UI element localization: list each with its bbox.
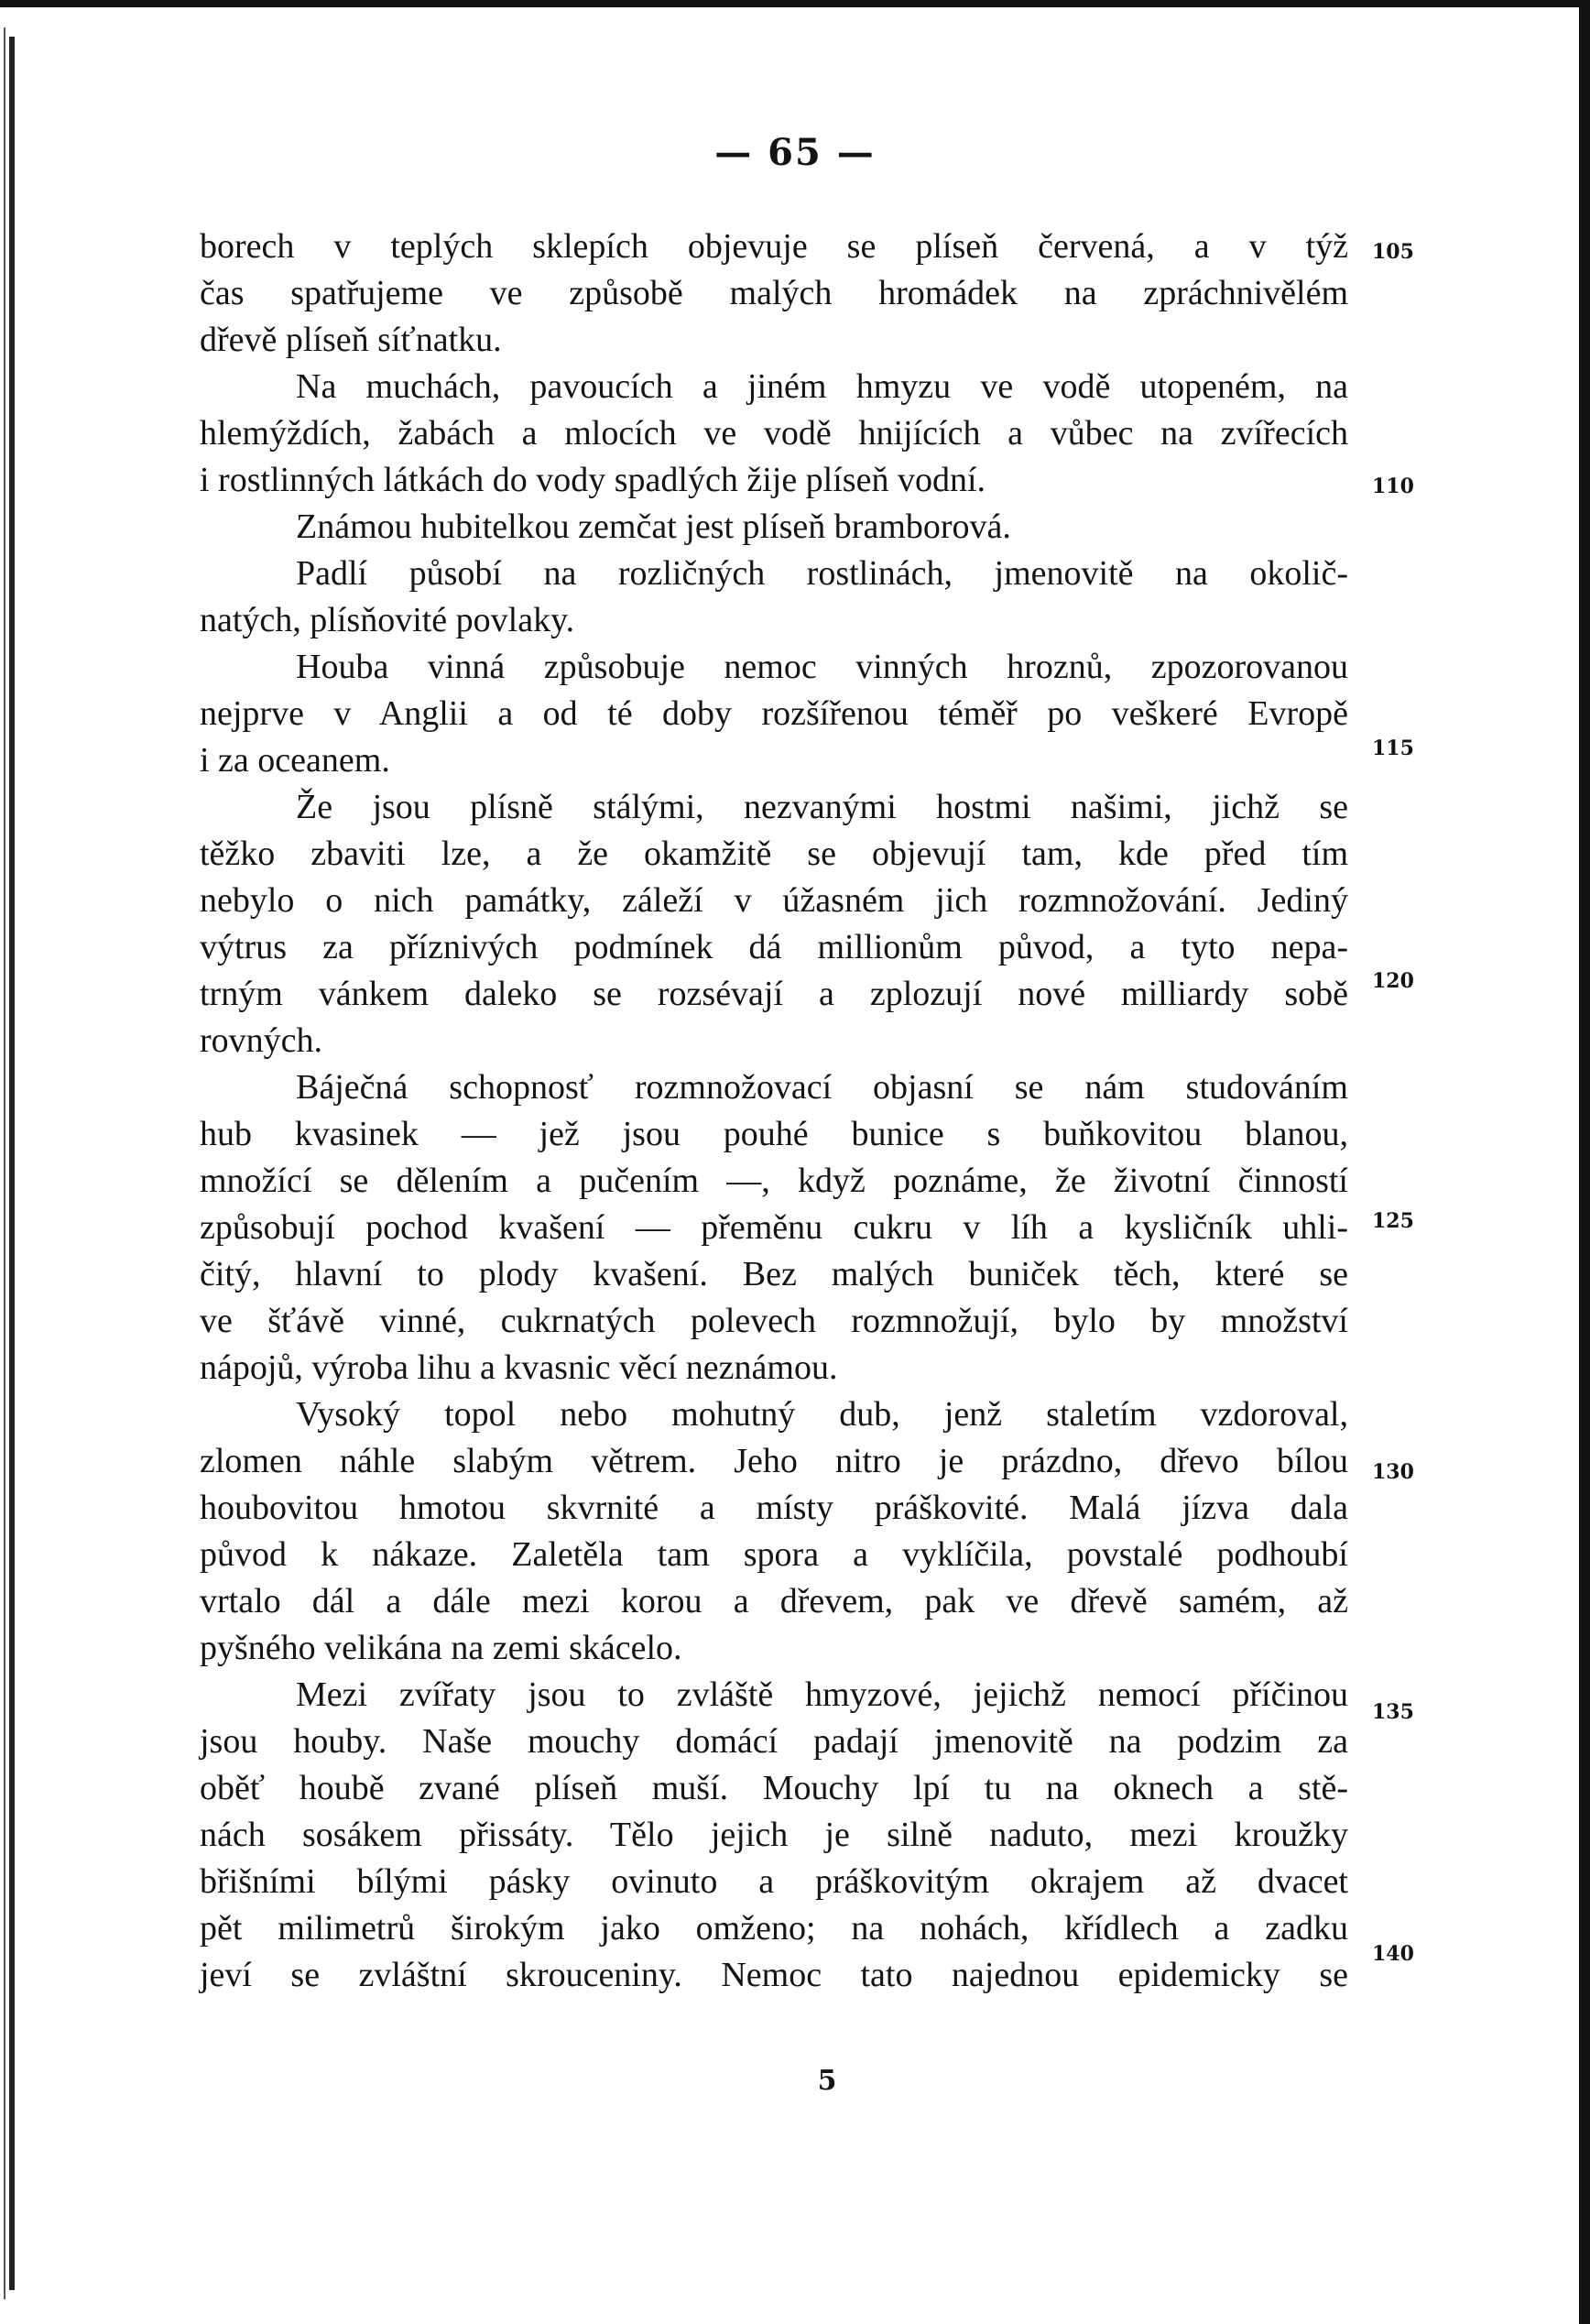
text-line: Že jsou plísně stálými, nezvanými hostmi našimi, jichž se [296,788,1348,826]
text-line: Báječná schopnosť rozmnožovací objasní se nám studováním [296,1068,1348,1107]
text-line: nebylo o nich památky, záleží v úžasném jich rozmnožování. Jediný [200,881,1348,920]
page-number-header: — 65 — [714,131,876,174]
text-line: i rostlinných látkách do vody spadlých žije plíseň vodní. [200,461,986,499]
text-line: Na muchách, pavoucích a jiném hmyzu ve vodě utopeném, na [296,367,1348,406]
text-line: nejprve v Anglii a od té doby rozšířenou téměř po veškeré Evropě [200,694,1348,733]
text-line: způsobují pochod kvašení — přeměnu cukru v líh a kysličník uhli- [200,1208,1348,1247]
text-line: původ k nákaze. Zaletěla tam spora a vyklíčila, povstalé podhoubí [200,1535,1348,1574]
text-line: rovných. [200,1021,323,1060]
margin-line-number: 120 [1372,969,1414,993]
text-line: zlomen náhle slabým větrem. Jeho nitro je prázdno, dřevo bílou [200,1442,1348,1480]
text-line: jeví se zvláštní skrouceniny. Nemoc tato najednou epidemicky se [200,1956,1348,1994]
text-line: oběť houbě zvané plíseň muší. Mouchy lpí tu na oknech a stě- [200,1769,1348,1807]
text-line: nápojů, výroba lihu a kvasnic věcí neznámou. [200,1348,838,1387]
text-line: Mezi zvířaty jsou to zvláště hmyzové, jejichž nemocí příčinou [296,1675,1348,1714]
text-line: pyšného velikána na zemi skácelo. [200,1629,682,1667]
text-line: natých, plísňovité povlaky. [200,601,575,639]
margin-line-number: 125 [1372,1209,1414,1233]
margin-line-number: 110 [1372,475,1414,498]
text-line: Houba vinná způsobuje nemoc vinných hroznů, zpozorovanou [296,648,1348,686]
text-line: břišními bílými pásky ovinuto a práškovitým okrajem až dvacet [200,1862,1348,1901]
text-line: Známou hubitelkou zemčat jest plíseň bramborová. [296,507,1011,546]
margin-line-number: 135 [1372,1700,1414,1724]
text-line: pět milimetrů širokým jako omženo; na nohách, křídlech a zadku [200,1909,1348,1948]
signature-mark: 5 [817,2065,837,2097]
text-line: borech v teplých sklepích objevuje se plíseň červená, a v týž [200,227,1348,266]
text-line: vrtalo dál a dále mezi korou a dřevem, pak ve dřevě samém, až [200,1582,1348,1620]
margin-line-number: 115 [1372,736,1414,760]
text-line: čitý, hlavní to plody kvašení. Bez malých buniček těch, které se [200,1255,1348,1293]
text-line: Padlí působí na rozličných rostlinách, jmenovitě na okolič- [296,554,1348,593]
text-line: hlemýždích, žabách a mlocích ve vodě hnijících a vůbec na zvířecích [200,414,1348,453]
text-line: dřevě plíseň síťnatku. [200,321,502,359]
text-line: čas spatřujeme ve způsobě malých hromádek na zpráchnivělém [200,274,1348,312]
text-line: jsou houby. Naše mouchy domácí padají jmenovitě na podzim za [200,1722,1348,1761]
text-line: množící se dělením a pučením —, když poznáme, že životní činností [200,1162,1348,1200]
text-line: ve šťávě vinné, cukrnatých polevech rozmnožují, bylo by množství [200,1302,1348,1340]
body-text [200,224,1348,1999]
text-line: výtrus za příznivých podmínek dá millionům původ, a tyto nepa- [200,928,1348,966]
margin-line-number: 105 [1372,240,1414,264]
page-binding-edge [9,37,15,2290]
margin-line-number: 130 [1372,1460,1414,1484]
page-binding-edge-thin [4,27,5,2299]
text-line: nách sosákem přissáty. Tělo jejich je silně naduto, mezi kroužky [200,1816,1348,1854]
text-line: houbovitou hmotou skvrnité a místy práškovité. Malá jízva dala [200,1489,1348,1527]
text-line: Vysoký topol nebo mohutný dub, jenž staletím vzdoroval, [296,1395,1348,1434]
text-line: trným vánkem daleko se rozsévají a zplozují nové milliardy sobě [200,975,1348,1013]
text-line: i za oceanem. [200,741,390,780]
text-line: těžko zbaviti lze, a že okamžitě se objevují tam, kde před tím [200,835,1348,873]
text-line: hub kvasinek — jež jsou pouhé bunice s buňkovitou blanou, [200,1115,1348,1153]
margin-line-number: 140 [1372,1942,1414,1966]
